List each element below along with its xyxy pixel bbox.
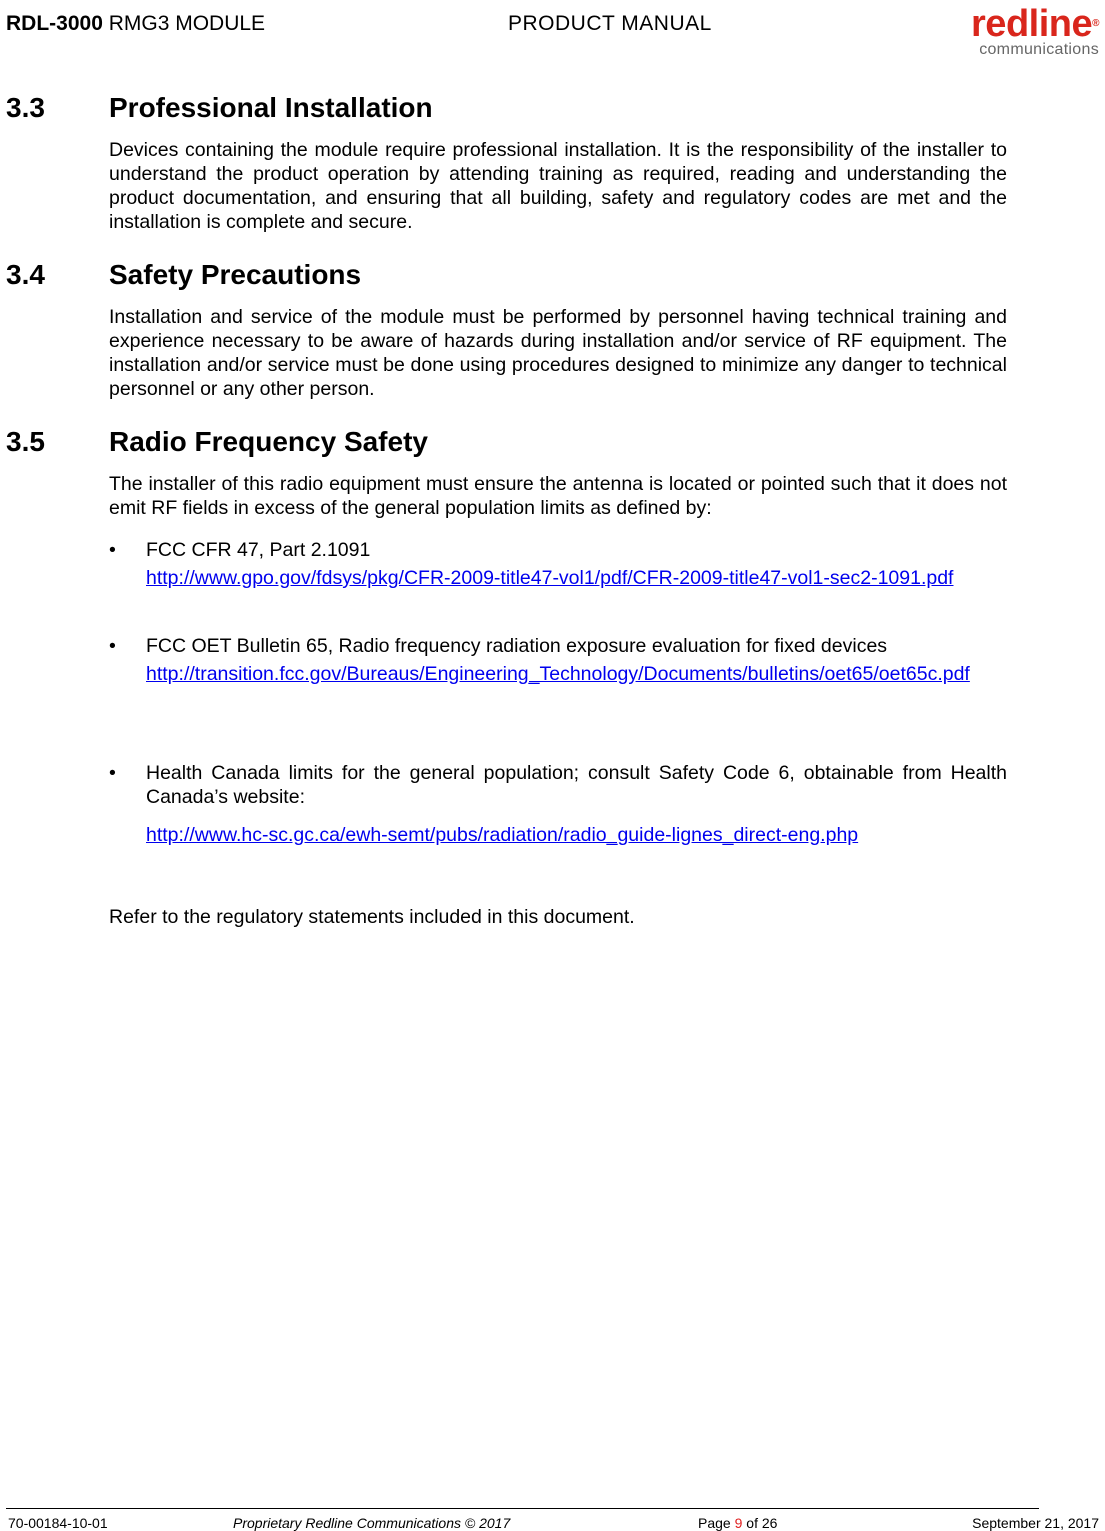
product-name (6, 12, 265, 36)
bullet-text: FCC CFR 47, Part 2.1091 (146, 539, 371, 561)
page-total: of 26 (742, 1515, 778, 1531)
bullet-item-health-canada (109, 761, 1007, 847)
bullet-text: FCC OET Bulletin 65, Radio frequency radiation exposure evaluation for fixed devices (146, 635, 888, 657)
product-model: RDL-3000 (6, 12, 103, 35)
logo-tagline: communications (979, 41, 1099, 58)
section-body-3-3: Devices containing the module require professional installation. It is the responsibility of the installer to understand the product operation by attending training as required, reading and understanding the product documentation, and ensuring that all building, safety and regulatory codes are met and the installation is complete and secure. (109, 139, 1007, 233)
bullet-text: Health Canada limits for the general population; consult Safety Code 6, obtainable from Health Canada’s website: (146, 762, 1007, 808)
fcc-cfr-link[interactable]: http://www.gpo.gov/fdsys/pkg/CFR-2009-title47-vol1/pdf/CFR-2009-title47-vol1-sec2-1091.pdf (146, 567, 954, 589)
section-title: Professional Installation (109, 92, 433, 123)
document-type: PRODUCT MANUAL (508, 12, 712, 35)
page-header (6, 3, 1099, 58)
section-body-3-5: The installer of this radio equipment must ensure the antenna is located or pointed such that it does not emit RF fields in excess of the general population limits as defined by: (109, 473, 1007, 519)
section-title: Radio Frequency Safety (109, 426, 428, 457)
section-heading-3-4 (6, 259, 361, 291)
bullet-icon: • (109, 539, 116, 561)
section-body-3-4: Installation and service of the module must be performed by personnel having technical training and experience necessary to be aware of hazards during installation and/or service of RF equipment. The installation and/or service must be done using procedures designed to minimize any danger to technical personnel or any other person. (109, 306, 1007, 400)
health-canada-link[interactable]: http://www.hc-sc.gc.ca/ewh-semt/pubs/radiation/radio_guide-lignes_direct-eng.php (146, 824, 859, 846)
section-number: 3.4 (6, 259, 45, 290)
section-heading-3-5 (6, 426, 428, 458)
page-number: 9 (734, 1515, 743, 1531)
fcc-oet-link[interactable]: http://transition.fcc.gov/Bureaus/Engineering_Technology/Documents/bulletins/oet65/oet65c.pdf (146, 663, 970, 685)
section-heading-3-3 (6, 92, 433, 124)
section-number: 3.5 (6, 426, 45, 457)
page-prefix: Page (698, 1515, 735, 1531)
bullet-icon: • (109, 635, 116, 657)
section-title: Safety Precautions (109, 259, 362, 290)
logo-wordmark: redline (971, 3, 1093, 45)
page-indicator (698, 1515, 777, 1531)
product-module: RMG3 MODULE (102, 12, 266, 35)
bullet-icon: • (109, 762, 116, 784)
closing-note: Refer to the regulatory statements included in this document. (109, 906, 635, 928)
document-number: 70-00184-10-01 (8, 1515, 108, 1531)
copyright-notice: Proprietary Redline Communications © 2017 (233, 1515, 511, 1531)
publication-date: September 21, 2017 (972, 1515, 1099, 1531)
page-footer (6, 1508, 1099, 1531)
section-number: 3.3 (6, 92, 45, 123)
redline-logo (971, 3, 1099, 58)
bullet-item-fcc-cfr (109, 538, 1007, 590)
logo-registered-mark: ® (1092, 18, 1099, 29)
bullet-item-fcc-oet (109, 634, 1007, 686)
